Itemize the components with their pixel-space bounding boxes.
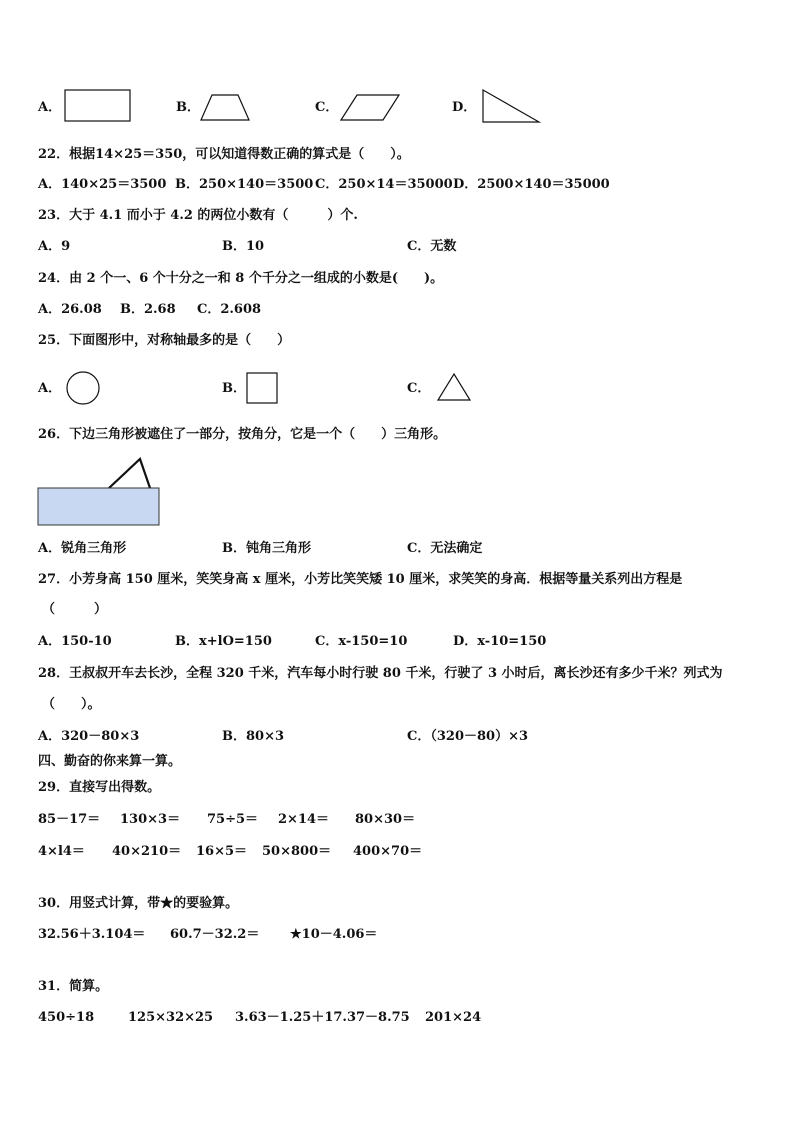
q22-option-a: A．140×25＝3500: [38, 177, 167, 192]
q30-item: 60.7－32.2＝: [170, 927, 260, 942]
q28-option-a: A．320－80×3: [38, 729, 140, 744]
q30-item: 32.56＋3.104＝: [38, 927, 146, 942]
q27-option-d: D．x-10=150: [453, 634, 547, 649]
question-23-stem: 23．大于 4.1 而小于 4.2 的两位小数有（ ）个.: [38, 208, 358, 223]
section-four-heading: 四、勤奋的你来算一算。: [38, 754, 182, 769]
triangle-icon: [437, 373, 473, 403]
q27-option-a: A．150-10: [38, 634, 112, 649]
rectangle-icon: [64, 89, 132, 123]
q29-item: 16×5＝: [196, 844, 248, 859]
q29-item: 40×210＝: [112, 844, 182, 859]
q25-option-a-label: A．: [38, 381, 62, 396]
option-label-a: A．: [38, 100, 62, 115]
circle-icon: [66, 371, 102, 407]
q30-item: ★10－4.06＝: [290, 927, 378, 942]
q23-option-a: A．9: [38, 239, 71, 254]
cover-rectangle: [38, 488, 159, 525]
q26-option-c: C．无法确定: [407, 541, 483, 556]
question-24-stem: 24．由 2 个一、6 个十分之一和 8 个千分之一组成的小数是( )。: [38, 271, 444, 286]
q31-item: 3.63－1.25＋17.37－8.75: [235, 1010, 410, 1025]
q29-item: 2×14＝: [278, 812, 330, 827]
q29-item: 50×800＝: [262, 844, 332, 859]
q23-option-b: B．10: [222, 239, 265, 254]
q23-option-c: C．无数: [407, 239, 457, 254]
question-28-stem: 28．王叔叔开车去长沙，全程 320 千米，汽车每小时行驶 80 千米，行驶了 3 小时后，离长沙还有多少千米？列式为: [38, 666, 723, 681]
right-triangle-icon: [482, 89, 542, 125]
q24-option-a: A．26.08: [38, 302, 102, 317]
question-28-blank: （ ）。: [42, 697, 101, 712]
q31-item: 201×24: [425, 1010, 482, 1025]
trapezoid-icon: [200, 94, 252, 122]
parallelogram-icon: [340, 94, 402, 122]
question-22-stem: 22．根据14×25＝350，可以知道得数正确的算式是（ ）。: [38, 147, 410, 162]
q29-item: 130×3＝: [120, 812, 181, 827]
q24-option-c: C．2.608: [197, 302, 262, 317]
question-27-blank: （ ）: [42, 602, 108, 617]
q28-option-b: B．80×3: [222, 729, 285, 744]
q29-item: 80×30＝: [355, 812, 416, 827]
question-31-stem: 31．简算。: [38, 979, 109, 994]
option-label-d: D．: [452, 100, 477, 115]
q31-item: 450÷18: [38, 1010, 95, 1025]
q25-option-b-label: B．: [222, 381, 246, 396]
q27-option-c: C．x-150=10: [315, 634, 408, 649]
option-label-b: B．: [176, 100, 200, 115]
q29-item: 75÷5＝: [207, 812, 259, 827]
q26-option-b: B．钝角三角形: [222, 541, 311, 556]
q27-option-b: B．x+lO=150: [175, 634, 272, 649]
q24-option-b: B．2.68: [120, 302, 176, 317]
q31-item: 125×32×25: [128, 1010, 214, 1025]
q22-option-c: C．250×14＝35000: [315, 177, 453, 192]
question-25-stem: 25．下面图形中，对称轴最多的是（ ）: [38, 333, 291, 348]
q25-option-c-label: C．: [407, 381, 431, 396]
question-26-stem: 26．下边三角形被遮住了一部分，按角分，它是一个（ ）三角形。: [38, 427, 447, 442]
option-label-c: C．: [315, 100, 339, 115]
q26-option-a: A．锐角三角形: [38, 541, 127, 556]
question-29-stem: 29．直接写出得数。: [38, 780, 161, 795]
q29-item: 400×70＝: [353, 844, 423, 859]
question-27-stem: 27．小芳身高 150 厘米，笑笑身高 x 厘米，小芳比笑笑矮 10 厘米，求笑笑的身高．根据等量关系列出方程是: [38, 572, 683, 587]
q22-option-d: D．2500×140＝35000: [453, 177, 610, 192]
question-30-stem: 30．用竖式计算，带★的要验算。: [38, 896, 239, 911]
square-icon: [246, 372, 280, 406]
q29-item: 85－17＝: [38, 812, 101, 827]
q28-option-c: C．（320－80）×3: [407, 729, 529, 744]
q22-option-b: B．250×140＝3500: [175, 177, 314, 192]
q29-item: 4×l4＝: [38, 844, 85, 859]
covered-triangle-figure: [37, 458, 161, 528]
